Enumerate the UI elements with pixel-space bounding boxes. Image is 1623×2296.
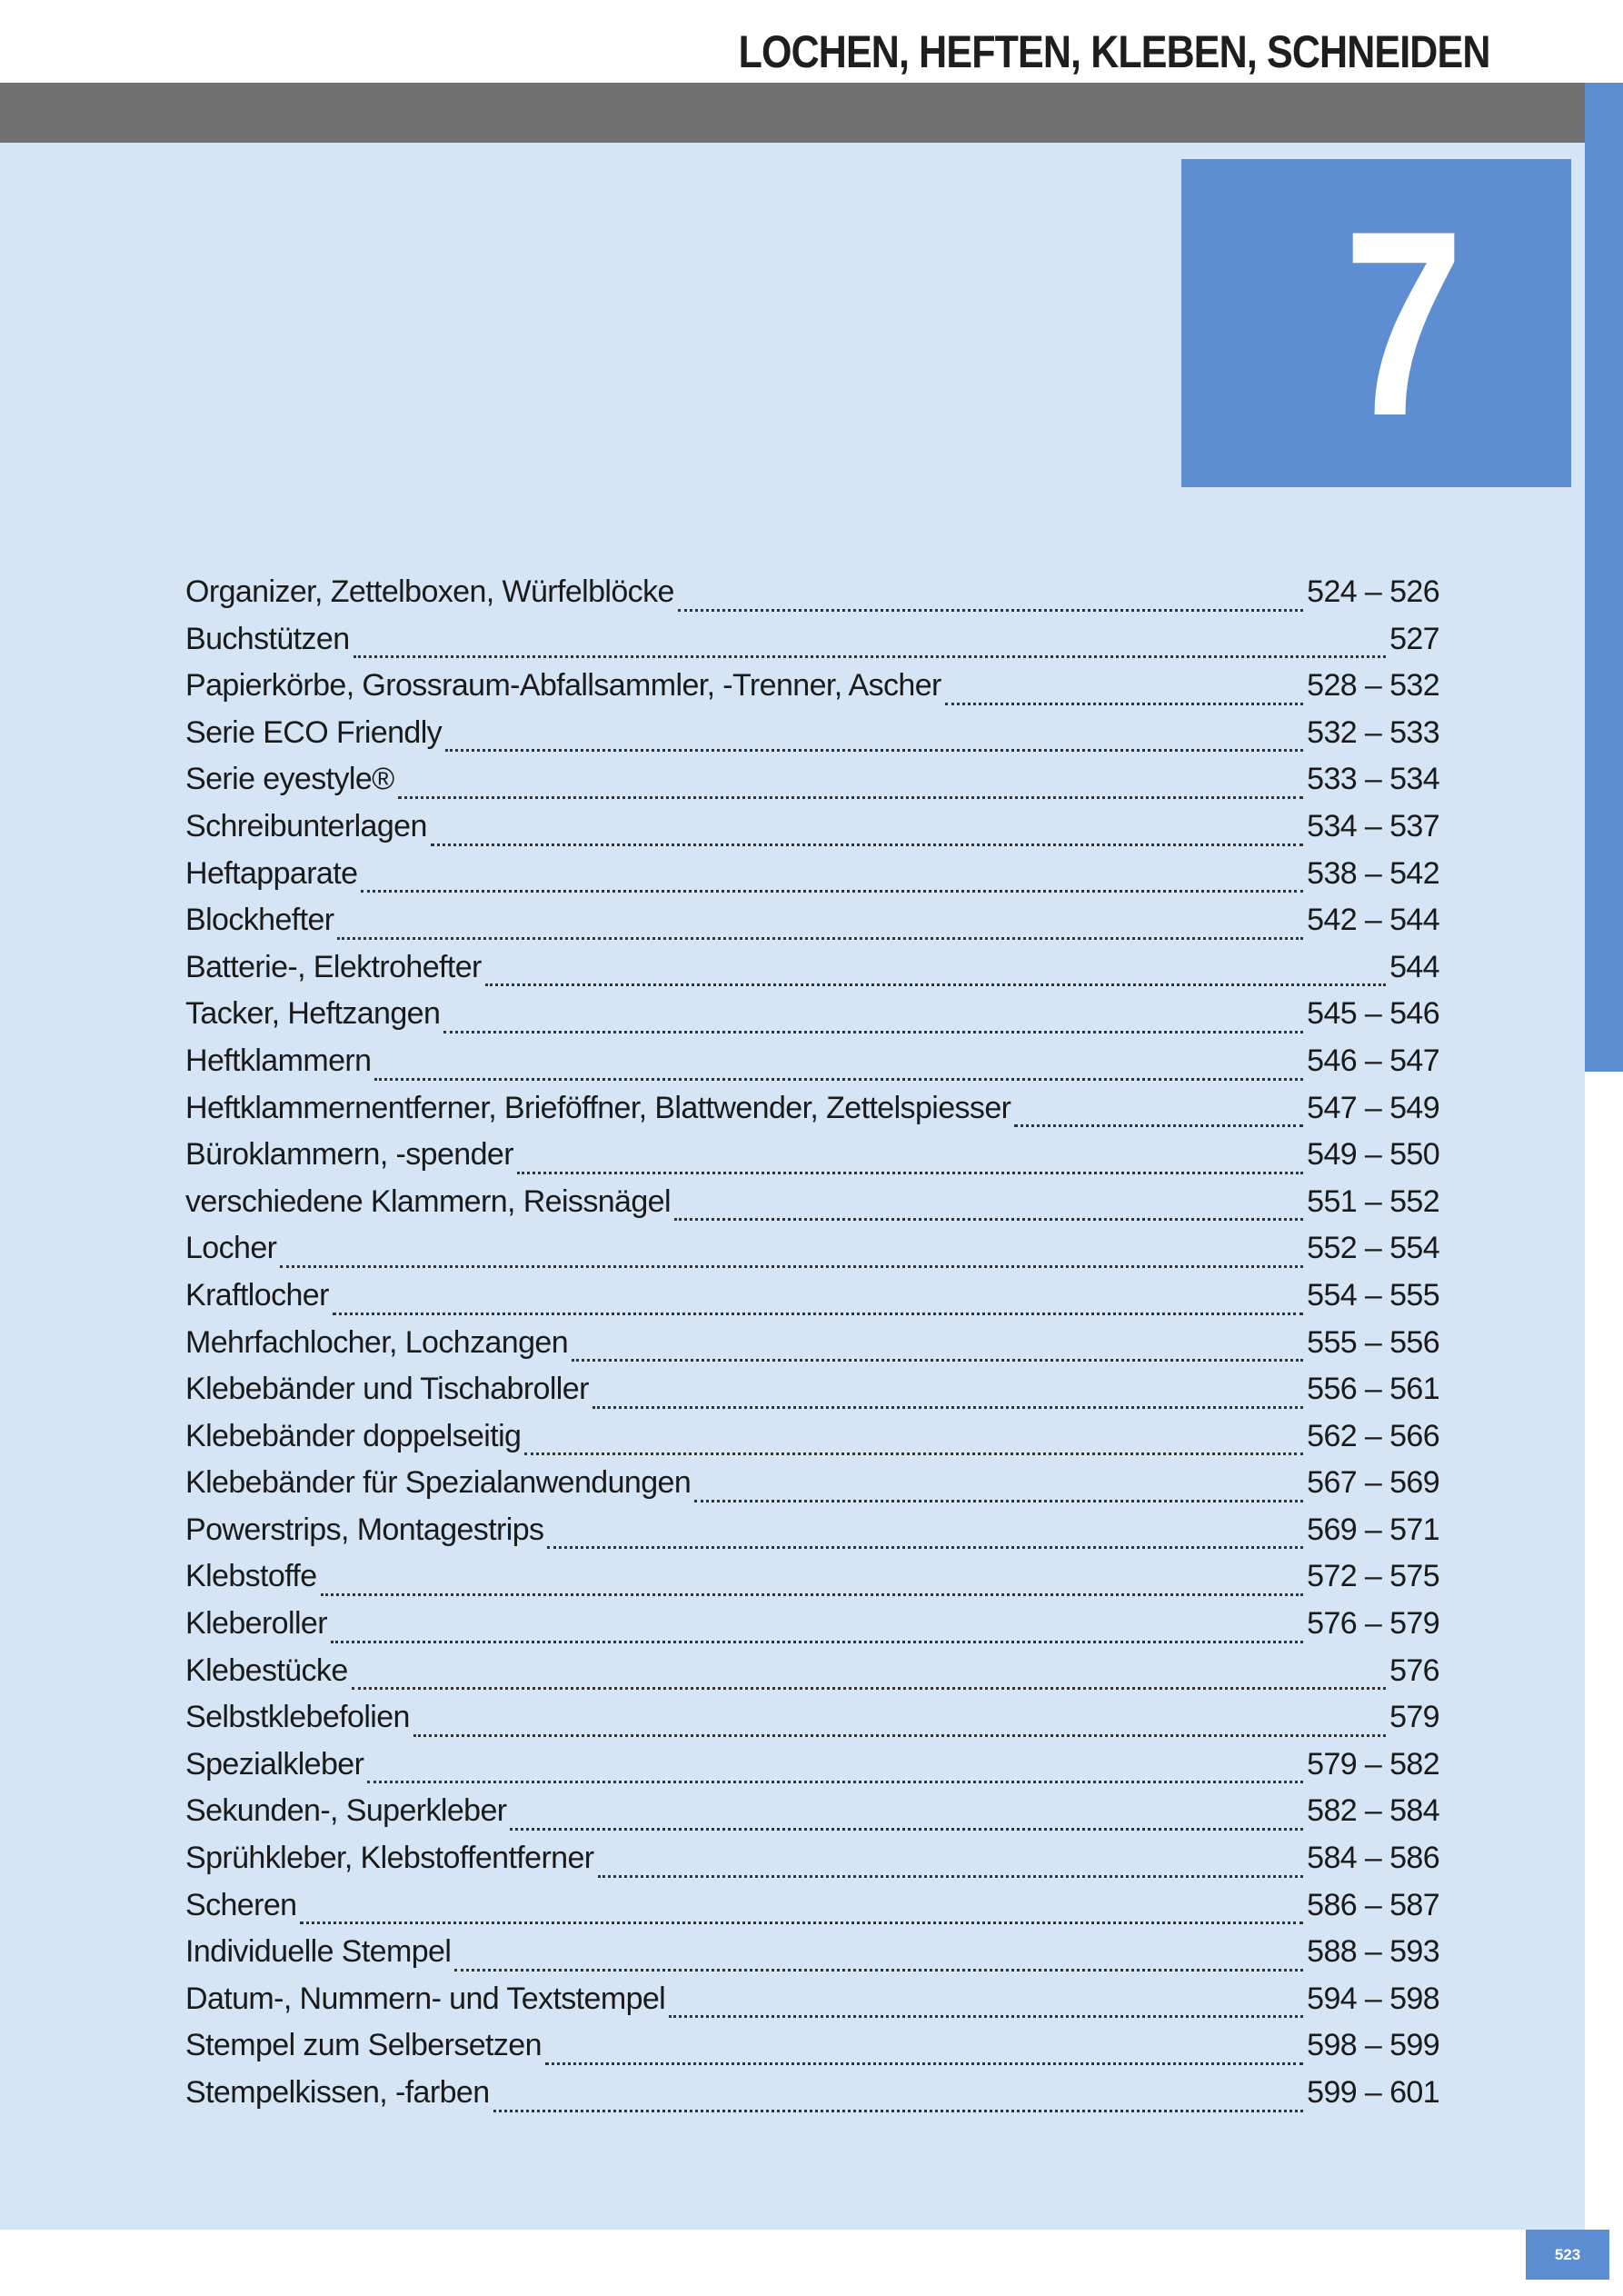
toc-dot-leader (674, 1218, 1303, 1221)
toc-dot-leader (510, 1828, 1303, 1831)
chapter-number: 7 (1343, 175, 1464, 471)
toc-row (185, 1419, 1439, 1466)
toc-dot-leader (678, 609, 1303, 612)
toc-entry-pages: 534 – 537 (1307, 808, 1439, 844)
toc-entry-pages: 576 – 579 (1307, 1606, 1439, 1642)
toc-dot-leader (1014, 1124, 1303, 1127)
toc-row (185, 1278, 1439, 1325)
toc-entry-label: Kleberoller (185, 1606, 327, 1642)
toc-entry-pages: 528 – 532 (1307, 668, 1439, 704)
toc-dot-leader (353, 655, 1387, 658)
toc-row (185, 1700, 1439, 1747)
toc-row (185, 574, 1439, 622)
toc-row (185, 950, 1439, 997)
toc-entry-label: Spezialkleber (185, 1746, 364, 1782)
toc-dot-leader (352, 1687, 1386, 1690)
toc-row (185, 1747, 1439, 1794)
toc-entry-pages: 532 – 533 (1307, 714, 1439, 750)
toc-entry-label: verschiedene Klammern, Reissnägel (185, 1183, 671, 1219)
page-number-box (1526, 2230, 1609, 2280)
toc-dot-leader (431, 844, 1303, 846)
toc-row (185, 1043, 1439, 1091)
toc-entry-pages: 549 – 550 (1307, 1137, 1439, 1173)
toc-entry-pages: 551 – 552 (1307, 1183, 1439, 1219)
toc-row (185, 622, 1439, 669)
toc-dot-leader (331, 1641, 1303, 1643)
toc-entry-pages: 579 (1389, 1700, 1439, 1735)
toc-entry-label: Batterie-, Elektrohefter (185, 949, 482, 984)
toc-entry-pages: 572 – 575 (1307, 1559, 1439, 1594)
toc-row (185, 2075, 1439, 2122)
toc-dot-leader (337, 937, 1303, 940)
toc-row (185, 2028, 1439, 2075)
toc-dot-leader (454, 1969, 1303, 1972)
toc-entry-pages: 579 – 582 (1307, 1746, 1439, 1782)
toc-entry-label: Powerstrips, Montagestrips (185, 1512, 544, 1547)
toc-entry-label: Selbstklebefolien (185, 1700, 410, 1735)
toc-entry-pages: 554 – 555 (1307, 1277, 1439, 1313)
toc-entry-pages: 576 (1389, 1652, 1439, 1688)
toc-entry-label: Scheren (185, 1887, 297, 1922)
toc-dot-leader (300, 1922, 1303, 1924)
toc-row (185, 1184, 1439, 1232)
toc-row (185, 1934, 1439, 1982)
toc-dot-leader (592, 1406, 1303, 1409)
header-band (0, 83, 1585, 143)
toc-dot-leader (493, 2110, 1304, 2112)
toc-row (185, 1559, 1439, 1606)
toc-dot-leader (333, 1313, 1303, 1315)
toc-entry-pages: 544 (1389, 949, 1439, 984)
toc-dot-leader (321, 1593, 1304, 1596)
toc-entry-label: Blockhefter (185, 903, 334, 938)
toc-entry-label: Organizer, Zettelboxen, Würfelblöcke (185, 574, 674, 609)
toc-dot-leader (524, 1452, 1303, 1455)
toc-entry-pages: 598 – 599 (1307, 2028, 1439, 2063)
toc-dot-leader (485, 983, 1386, 986)
toc-entry-pages: 524 – 526 (1307, 574, 1439, 609)
toc-entry-label: Datum-, Nummern- und Textstempel (185, 1981, 666, 2016)
toc-entry-label: Klebebänder doppelseitig (185, 1418, 522, 1453)
toc-dot-leader (572, 1359, 1303, 1362)
toc-entry-pages: 586 – 587 (1307, 1887, 1439, 1922)
toc-entry-pages: 538 – 542 (1307, 855, 1439, 891)
toc-entry-label: Kraftlocher (185, 1277, 329, 1313)
toc-row (185, 1231, 1439, 1278)
toc-row (185, 903, 1439, 950)
toc-dot-leader (517, 1172, 1303, 1174)
toc-dot-leader (669, 2015, 1303, 2018)
toc-dot-leader (598, 1875, 1304, 1878)
toc-entry-label: Locher (185, 1231, 277, 1266)
toc-row (185, 996, 1439, 1043)
toc-entry-label: Büroklammern, -spender (185, 1137, 513, 1173)
toc-entry-label: Schreibunterlagen (185, 808, 427, 844)
toc-dot-leader (361, 890, 1303, 893)
toc-entry-label: Stempel zum Selbersetzen (185, 2028, 542, 2063)
toc-row (185, 1888, 1439, 1935)
toc-entry-label: Sprühkleber, Klebstoffentferner (185, 1841, 594, 1876)
toc-entry-pages: 555 – 556 (1307, 1324, 1439, 1360)
table-of-contents (185, 574, 1439, 2122)
toc-dot-leader (443, 1031, 1303, 1033)
toc-row (185, 1653, 1439, 1701)
toc-row (185, 1606, 1439, 1653)
toc-entry-label: Klebstoffe (185, 1559, 317, 1594)
toc-entry-label: Buchstützen (185, 621, 350, 656)
toc-entry-pages: 556 – 561 (1307, 1372, 1439, 1407)
toc-entry-label: Klebebänder und Tischabroller (185, 1372, 589, 1407)
toc-entry-pages: 562 – 566 (1307, 1418, 1439, 1453)
toc-entry-label: Sekunden-, Superkleber (185, 1793, 507, 1829)
toc-entry-label: Stempelkissen, -farben (185, 2075, 490, 2110)
toc-entry-pages: 582 – 584 (1307, 1793, 1439, 1829)
chapter-number-box (1181, 159, 1571, 487)
toc-entry-label: Tacker, Heftzangen (185, 996, 441, 1032)
toc-row (185, 715, 1439, 763)
toc-row (185, 1465, 1439, 1512)
toc-row (185, 1512, 1439, 1560)
toc-entry-pages: 594 – 598 (1307, 1981, 1439, 2016)
toc-row (185, 1793, 1439, 1841)
toc-entry-label: Klebestücke (185, 1652, 348, 1688)
toc-dot-leader (280, 1265, 1303, 1268)
section-title: LOCHEN, HEFTEN, KLEBEN, SCHNEIDEN (739, 26, 1490, 77)
toc-row (185, 1091, 1439, 1138)
toc-entry-pages: 588 – 593 (1307, 1934, 1439, 1970)
toc-entry-label: Heftklammernentferner, Brieföffner, Blattwender, Zettelspiesser (185, 1090, 1011, 1125)
toc-entry-pages: 527 (1389, 621, 1439, 656)
toc-row (185, 1137, 1439, 1184)
toc-entry-label: Serie eyestyle® (185, 762, 394, 797)
toc-entry-pages: 584 – 586 (1307, 1841, 1439, 1876)
toc-row (185, 1325, 1439, 1373)
toc-row (185, 1372, 1439, 1419)
toc-dot-leader (398, 796, 1304, 799)
toc-row (185, 1841, 1439, 1888)
chapter-side-tab (1585, 83, 1623, 1072)
toc-entry-pages: 542 – 544 (1307, 903, 1439, 938)
toc-dot-leader (945, 703, 1303, 705)
toc-entry-label: Individuelle Stempel (185, 1934, 452, 1970)
toc-row (185, 762, 1439, 809)
toc-entry-pages: 545 – 546 (1307, 996, 1439, 1032)
toc-entry-pages: 599 – 601 (1307, 2075, 1439, 2110)
toc-row (185, 1982, 1439, 2029)
toc-dot-leader (367, 1781, 1303, 1783)
toc-dot-leader (374, 1078, 1303, 1081)
toc-entry-pages: 533 – 534 (1307, 762, 1439, 797)
toc-row (185, 809, 1439, 856)
toc-entry-label: Klebebänder für Spezialanwendungen (185, 1465, 692, 1501)
toc-entry-pages: 552 – 554 (1307, 1231, 1439, 1266)
toc-dot-leader (545, 2062, 1303, 2065)
toc-entry-label: Heftapparate (185, 855, 358, 891)
toc-row (185, 668, 1439, 715)
toc-entry-label: Mehrfachlocher, Lochzangen (185, 1324, 569, 1360)
toc-entry-pages: 569 – 571 (1307, 1512, 1439, 1547)
toc-entry-pages: 567 – 569 (1307, 1465, 1439, 1501)
toc-entry-pages: 546 – 547 (1307, 1043, 1439, 1078)
toc-entry-label: Heftklammern (185, 1043, 372, 1078)
toc-dot-leader (547, 1546, 1303, 1549)
toc-dot-leader (694, 1500, 1303, 1502)
toc-row (185, 856, 1439, 903)
page-number: 523 (1554, 2245, 1581, 2263)
toc-entry-label: Serie ECO Friendly (185, 714, 443, 750)
toc-dot-leader (413, 1734, 1386, 1737)
toc-entry-pages: 547 – 549 (1307, 1090, 1439, 1125)
toc-entry-label: Papierkörbe, Grossraum-Abfallsammler, -Trenner, Ascher (185, 668, 941, 704)
toc-dot-leader (445, 749, 1303, 752)
